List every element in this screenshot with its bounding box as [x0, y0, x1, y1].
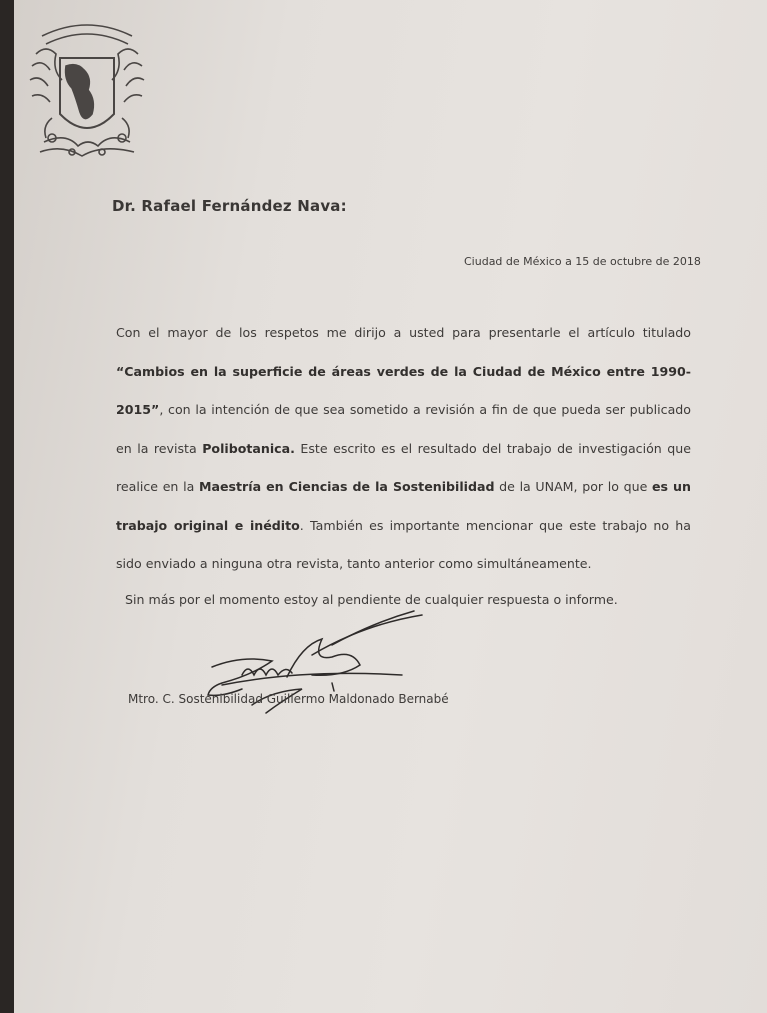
- originality-claim: es un trabajo original e inédito: [116, 479, 691, 533]
- body-text: Este escrito es el resultado del trabajo de investigación que realice en la: [116, 440, 691, 494]
- closing-line: Sin más por el momento estoy al pendiente de cualquier respuesta o informe.: [125, 592, 618, 607]
- journal-name: Polibotanica.: [202, 440, 295, 456]
- signer-name: Mtro. C. Sostenibilidad Guillermo Maldonado Bernabé: [128, 692, 449, 706]
- letter-page: [14, 0, 767, 1013]
- date-line: Ciudad de México a 15 de octubre de 2018: [464, 255, 701, 268]
- addressee: Dr. Rafael Fernández Nava:: [112, 197, 347, 215]
- program-name: Maestría en Ciencias de la Sostenibilidad: [198, 479, 495, 494]
- body-paragraph: [116, 314, 691, 584]
- body-text: de la UNAM, por lo que: [494, 479, 652, 494]
- body-text: Con el mayor de los respetos me dirijo a usted para presentarle el artículo titulado: [116, 325, 691, 340]
- body-text: , con la intención de que sea sometido a revisión a fin de que pueda ser publicado en la revista: [116, 402, 691, 456]
- letter-body: [116, 314, 691, 584]
- body-text: . También es importante mencionar que este trabajo no ha sido enviado a ninguna otra revista, tanto anterior como simultáneamente.: [116, 517, 691, 571]
- article-title: “Cambios en la superficie de áreas verdes de la Ciudad de México entre 1990-2015”: [116, 363, 691, 417]
- unam-seal-icon: [22, 14, 152, 164]
